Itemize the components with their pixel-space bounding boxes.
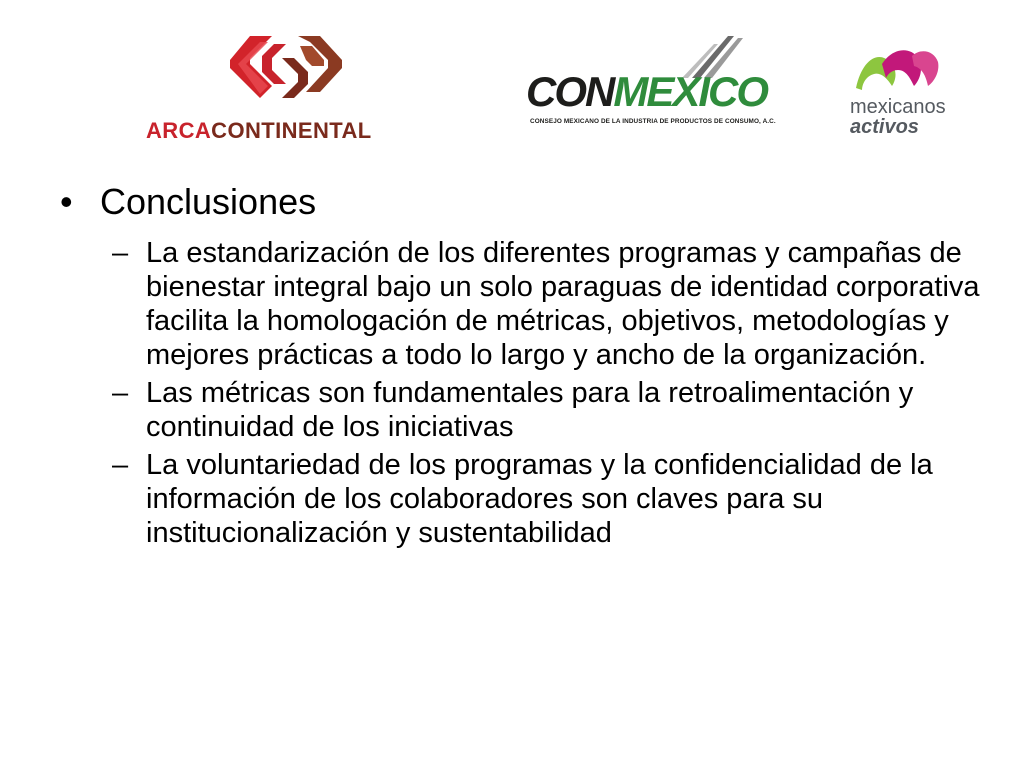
main-bullet (60, 180, 316, 224)
mexicanos-activos-line1: mexicanos (850, 96, 946, 118)
conmexico-subtitle: CONSEJO MEXICANO DE LA INDUSTRIA DE PRODUCTOS DE CONSUMO, A.C. (530, 118, 776, 125)
conmexico-word-part2: MEXICO (613, 68, 768, 115)
sub-bullet-text: Las métricas son fundamentales para la retroalimentación y continuidad de los iniciativas (146, 377, 914, 443)
dash-icon: – (112, 449, 129, 481)
mexicanos-activos-line2: activos (850, 116, 919, 138)
sub-bullet-text: La voluntariedad de los programas y la confidencialidad de la información de los colaboradores son claves para su institucionalización y sustentabilidad (146, 449, 933, 549)
arca-word-part1: ARCA (146, 118, 212, 143)
sub-bullet-item (112, 236, 1012, 372)
sub-bullet-list (112, 236, 1012, 554)
arca-word-part2: CONTINENTAL (211, 118, 372, 143)
conmexico-word-part1: CON (526, 68, 614, 115)
sub-bullet-item (112, 448, 1012, 550)
conmexico-wordmark (526, 68, 767, 116)
bullet-icon: • (60, 181, 73, 222)
arca-continental-wordmark (146, 118, 372, 144)
arca-continental-logo (140, 30, 430, 152)
conmexico-logo (524, 34, 794, 130)
sub-bullet-text: La estandarización de los diferentes programas y campañas de bienestar integral bajo un solo paraguas de identidad corporativa facilita la homologación de métricas, objetivos, metodologías y mejores prácticas a todo lo largo y ancho de la organización. (146, 237, 980, 371)
arca-continental-emblem-icon (220, 30, 350, 116)
dash-icon: – (112, 237, 129, 269)
dash-icon: – (112, 377, 129, 409)
mexicanos-activos-logo (848, 40, 978, 144)
heading: Conclusiones (100, 181, 317, 222)
sub-bullet-item (112, 376, 1012, 444)
mexicanos-activos-emblem-icon (852, 40, 942, 94)
